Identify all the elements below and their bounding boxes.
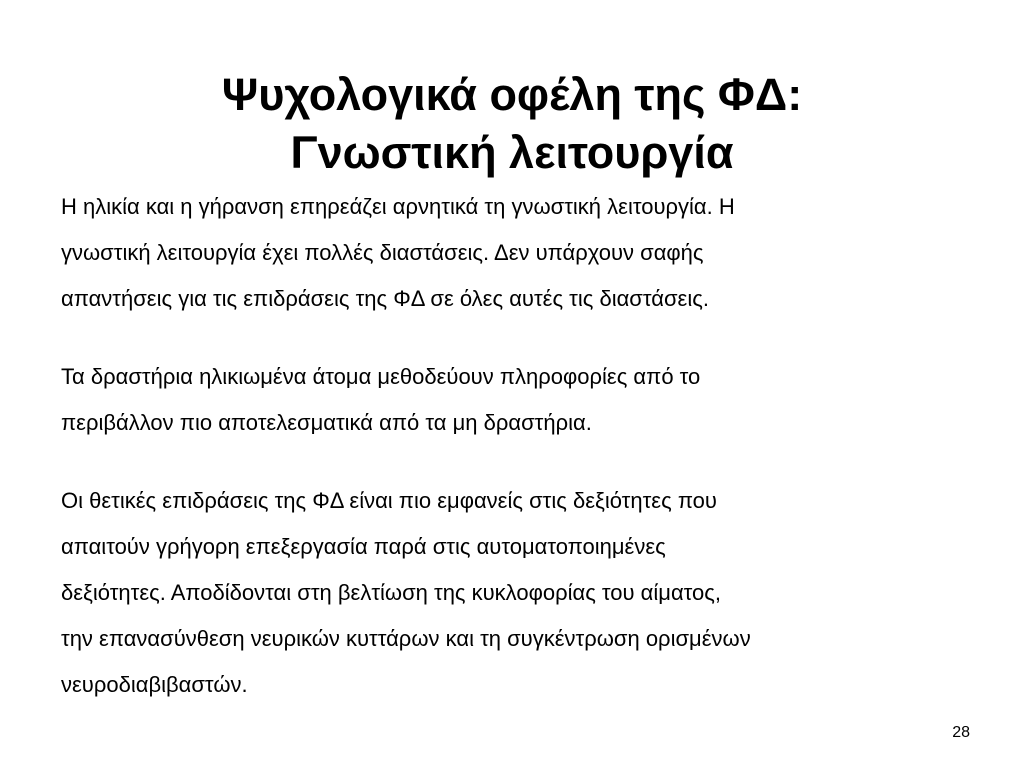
paragraph-3-line-1: Οι θετικές επιδράσεις της ΦΔ είναι πιο εμφανείς στις δεξιότητες που: [61, 488, 717, 513]
paragraph-2-line-2: περιβάλλον πιο αποτελεσματικά από τα μη δραστήρια.: [61, 410, 592, 435]
paragraph-1: [61, 184, 981, 322]
paragraph-3-line-4: την επανασύνθεση νευρικών κυττάρων και τη συγκέντρωση ορισμένων: [61, 626, 751, 651]
paragraph-3-line-2: απαιτούν γρήγορη επεξεργασία παρά στις αυτοματοποιημένες: [61, 534, 666, 559]
paragraph-3: [61, 478, 981, 708]
slide-title-line-2: Γνωστική λειτουργία: [290, 127, 734, 179]
slide-title: [112, 66, 912, 182]
slide-content: [61, 184, 981, 708]
paragraph-3-line-3: δεξιότητες. Αποδίδονται στη βελτίωση της κυκλοφορίας του αίματος,: [61, 580, 721, 605]
paragraph-1-line-1: Η ηλικία και η γήρανση επηρεάζει αρνητικά τη γνωστική λειτουργία. Η: [61, 194, 735, 219]
slide-title-line-1: Ψυχολογικά οφέλη της ΦΔ:: [221, 69, 803, 121]
paragraph-2: [61, 354, 981, 446]
paragraph-2-line-1: Τα δραστήρια ηλικιωμένα άτομα μεθοδεύουν πληροφορίες από το: [61, 364, 701, 389]
paragraph-1-line-2: γνωστική λειτουργία έχει πολλές διαστάσεις. Δεν υπάρχουν σαφής: [61, 240, 704, 265]
paragraph-1-line-3: απαντήσεις για τις επιδράσεις της ΦΔ σε όλες αυτές τις διαστάσεις.: [61, 286, 709, 311]
page-number: 28: [952, 724, 970, 741]
paragraph-3-line-5: νευροδιαβιβαστών.: [61, 672, 248, 697]
